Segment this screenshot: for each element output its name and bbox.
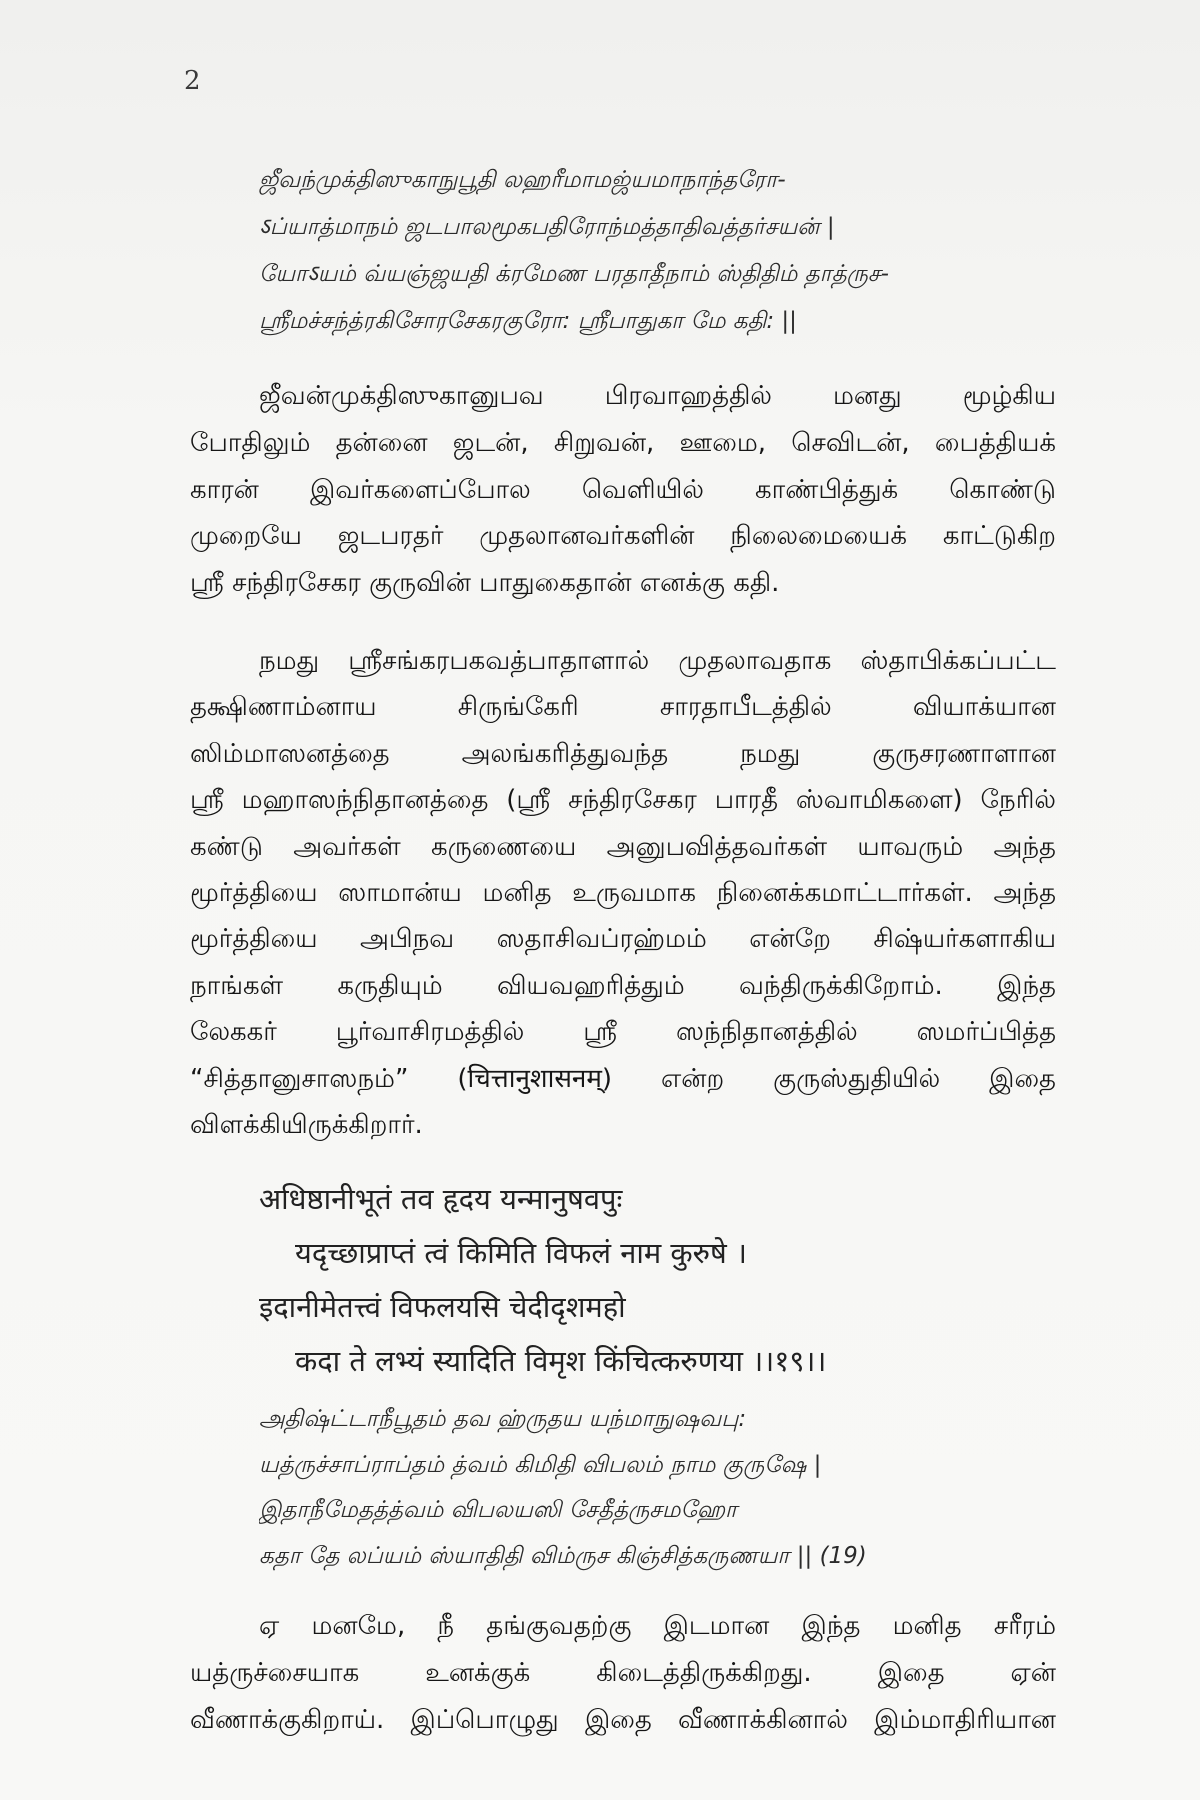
paragraph-line: ஸ்ரீ மஹாஸந்நிதானத்தை (ஸ்ரீ சந்திரசேகர பாரதீ ஸ்வாமிகளை) நேரில் xyxy=(190,785,1056,816)
paragraph-line: வீணாக்குகிறாய். இப்பொழுது இதை வீணாக்கினால் இம்மாதிரியான xyxy=(190,1705,1056,1735)
paragraph-line: தக்ஷிணாம்னாய சிருங்கேரி சாரதாபீடத்தில் வியாக்யான xyxy=(190,692,1056,723)
paragraph-line: மூர்த்தியை ஸாமான்ய மனித உருவமாக நினைக்கமாட்டார்கள். அந்த xyxy=(190,878,1056,909)
paragraph-line: ஸ்ரீ சந்திரசேகர குருவின் பாதுகைதான் எனக்கு கதி. xyxy=(190,568,780,599)
verse-line: ஸ்ரீமச்சந்த்ரகிசோரசேகரகுரோ: ஸ்ரீபாதுகா மே கதி: || xyxy=(259,308,797,334)
sanskrit-verse-line: यदृच्छाप्राप्तं त्वं किमिति विफलं नाम कुरुषे । xyxy=(295,1236,747,1270)
paragraph-line: நாங்கள் கருதியும் வியவஹரித்தும் வந்திருக்கிறோம். இந்த xyxy=(190,970,1056,1001)
verse-line: ऽப்யாத்மாநம் ஜடபாலமூகபதிரோந்மத்தாதிவத்தர்சயன் | xyxy=(259,214,835,240)
paragraph-line: யத்ருச்சையாக உனக்குக் கிடைத்திருக்கிறது. இதை ஏன் xyxy=(190,1658,1056,1688)
page-number: 2 xyxy=(184,66,201,96)
paragraph-line: போதிலும் தன்னை ஜடன், சிறுவன், ஊமை, செவிடன், பைத்தியக் xyxy=(190,427,1056,458)
verse-line: இதாநீமேதத்த்வம் விபலயஸி சேதீத்ருசமஹோ xyxy=(259,1497,738,1523)
paragraph-line: விளக்கியிருக்கிறார். xyxy=(190,1110,423,1141)
sanskrit-verse-line: अधिष्ठानीभूतं तव हृदय यन्मानुषवपुः xyxy=(259,1182,623,1216)
paragraph-line: காரன் இவர்களைப்போல வெளியில் காண்பித்துக் கொண்டு xyxy=(190,474,1056,505)
paragraph-1 xyxy=(190,373,1056,607)
paragraph-line: ஏ மனமே, நீ தங்குவதற்கு இடமான இந்த மனித சரீரம் xyxy=(259,1611,1056,1641)
paragraph-line: நமது ஸ்ரீசங்கரபகவத்பாதாளால் முதலாவதாக ஸ்தாபிக்கப்பட்ட xyxy=(259,646,1056,676)
paragraph-line: ஜீவன்முக்திஸுகானுபவ பிரவாஹத்தில் மனது மூழ்கிய xyxy=(259,381,1056,411)
verse-line: கதா தே லப்யம் ஸ்யாதிதி விம்ருச கிஞ்சித்கருணயா || (19) xyxy=(259,1542,867,1569)
paragraph-line: ஸிம்மாஸனத்தை அலங்கரித்துவந்த நமது குருசரணாளான xyxy=(190,738,1056,769)
paragraph-line: கண்டு அவர்கள் கருணையை அனுபவித்தவர்கள் யாவரும் அந்த xyxy=(190,831,1056,862)
paragraph-2 xyxy=(190,638,1056,1148)
sanskrit-verse-line: कदा ते लभ्यं स्यादिति विमृश किंचित्करुणया ।।१९।। xyxy=(295,1344,827,1378)
paragraph-3 xyxy=(190,1603,1056,1744)
verse-line: ஜீவந்முக்திஸுகாநுபூதி லஹரீமாமஜ்யமாநாந்தரோ- xyxy=(259,167,786,193)
verse-line: யத்ருச்சாப்ராப்தம் த்வம் கிமிதி விபலம் நாம குருஷே | xyxy=(259,1451,822,1478)
paragraph-line: மூர்த்தியை அபிநவ ஸதாசிவப்ரஹ்மம் என்றே சிஷ்யர்களாகிய xyxy=(190,924,1056,955)
tamil-verse-block-2 xyxy=(259,1397,1059,1579)
paragraph-line: லேககர் பூர்வாசிரமத்தில் ஸ்ரீ ஸந்நிதானத்தில் ஸமர்ப்பித்த xyxy=(190,1017,1056,1048)
sanskrit-verse-line: इदानीमेतत्त्वं विफलयसि चेदीदृशमहो xyxy=(259,1290,626,1324)
paragraph-line: முறையே ஜடபரதர் முதலானவர்களின் நிலைமையைக் காட்டுகிற xyxy=(190,521,1056,552)
verse-line: யோऽயம் வ்யஞ்ஜயதி க்ரமேண பரதாதீநாம் ஸ்திதிம் தாத்ருச- xyxy=(259,261,889,287)
verse-line: அதிஷ்ட்டாநீபூதம் தவ ஹ்ருதய யந்மாநுஷவபு: xyxy=(259,1406,747,1432)
paragraph-line: “சித்தானுசாஸநம்” (चित्तानुशासनम्) என்ற குருஸ்துதியில் இதை xyxy=(190,1063,1056,1094)
tamil-verse-block-1 xyxy=(259,157,1089,345)
sanskrit-verse-block xyxy=(259,1172,1059,1388)
